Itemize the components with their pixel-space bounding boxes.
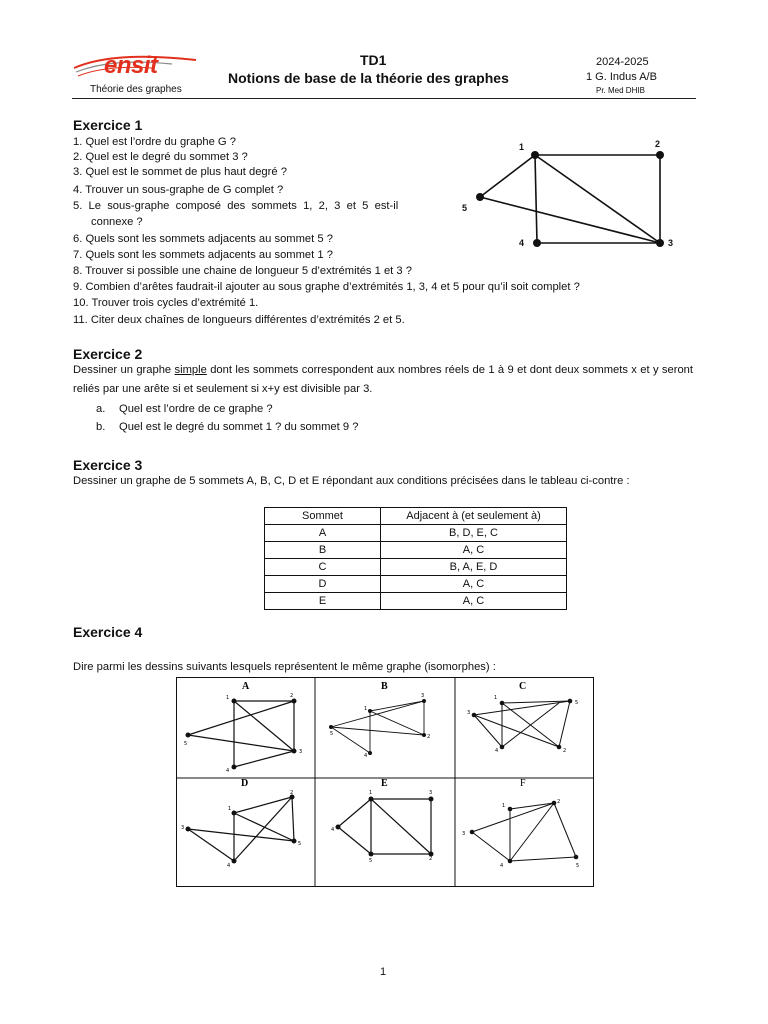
graph-g-vertex: [476, 193, 484, 201]
vertex-label: 5: [298, 841, 302, 847]
panel-letter: E: [381, 778, 388, 789]
vertex-label: 2: [563, 748, 567, 754]
table-cell: E: [265, 593, 381, 610]
course-name: Théorie des graphes: [90, 84, 182, 95]
vertex-label: 1: [519, 142, 525, 152]
ex1-question: 3. Quel est le sommet de plus haut degré ?: [73, 166, 287, 178]
table-row: [265, 559, 567, 576]
table-row: [265, 593, 567, 610]
ex1-question: 1. Quel est l’ordre du graphe G ?: [73, 136, 236, 148]
underlined-word: simple: [174, 364, 207, 376]
vertex-label: 3: [299, 749, 303, 755]
graph-g-vertex: [656, 151, 664, 159]
ex2-item: Quel est le degré du sommet 1 ? du sommet 9 ?: [119, 421, 359, 433]
panel-d: [181, 778, 301, 869]
panel-letter: D: [241, 778, 249, 789]
vertex-label: 1: [364, 706, 368, 712]
vertex-label: 2: [655, 139, 661, 149]
doc-title: TD1: [360, 52, 387, 68]
ex1-question: 5. Le sous-graphe composé des sommets 1, 2, 3 et 5 est-il: [73, 200, 399, 212]
isomorphism-figures: [176, 677, 594, 887]
vertex-label: 1: [228, 806, 232, 812]
table-header: Sommet: [265, 508, 381, 525]
adjacency-table: [264, 507, 567, 610]
vertex-label: 3: [181, 825, 185, 831]
vertex-label: 4: [519, 238, 525, 248]
panel-a: [184, 681, 302, 774]
exercise-3-title: Exercice 3: [73, 457, 143, 473]
table-header: Adjacent à (et seulement à): [381, 508, 567, 525]
vertex-label: 2: [290, 790, 294, 796]
academic-year: 2024-2025: [596, 56, 649, 68]
vertex-label: 3: [429, 790, 433, 796]
panel-c: [467, 681, 578, 754]
ex2-item-marker: b.: [96, 421, 106, 433]
table-header-row: [265, 508, 567, 525]
table-row: [265, 542, 567, 559]
vertex-label: 5: [369, 858, 373, 864]
vertex-label: 1: [226, 695, 230, 701]
graph-g-vertex: [531, 151, 539, 159]
ex1-question: 6. Quels sont les sommets adjacents au sommet 5 ?: [73, 233, 333, 245]
table-row: [265, 525, 567, 542]
vertex-label: 1: [502, 803, 506, 809]
panel-letter: C: [519, 681, 527, 692]
vertex-label: 2: [290, 693, 294, 699]
ex2-item-marker: a.: [96, 403, 106, 415]
panel-b: [329, 681, 430, 759]
ex2-item: Quel est l’ordre de ce graphe ?: [119, 403, 273, 415]
header-divider: [72, 98, 696, 99]
vertex-label: 4: [495, 748, 499, 754]
page-number: 1: [380, 966, 387, 978]
vertex-label: 2: [429, 856, 433, 862]
vertex-label: 5: [462, 203, 468, 213]
ex1-question: 9. Combien d’arêtes faudrait-il ajouter au sous graphe d’extrémités 1, 3, 4 et 5 pour qu’il soit complet ?: [73, 281, 580, 293]
vertex-label: 1: [369, 790, 373, 796]
ex1-question-continued: connexe ?: [91, 216, 143, 228]
ex1-question: 10. Trouver trois cycles d’extrémité 1.: [73, 297, 259, 309]
vertex-label: 2: [557, 799, 561, 805]
ex1-question: 7. Quels sont les sommets adjacents au sommet 1 ?: [73, 249, 333, 261]
panel-letter: A: [242, 681, 250, 692]
vertex-label: 5: [575, 700, 579, 706]
vertex-label: 3: [421, 693, 425, 699]
exercise-1-title: Exercice 1: [73, 117, 143, 133]
table-row: [265, 576, 567, 593]
vertex-label: 5: [184, 741, 188, 747]
panel-letter: F: [520, 778, 526, 789]
table-cell: B: [265, 542, 381, 559]
ex1-question: 4. Trouver un sous-graphe de G complet ?: [73, 184, 284, 196]
vertex-label: 4: [227, 863, 231, 869]
exercise-2-title: Exercice 2: [73, 346, 143, 362]
table-cell: A, C: [381, 593, 567, 610]
table-cell: A, C: [381, 576, 567, 593]
professor-name: Pr. Med DHIB: [596, 86, 645, 95]
table-cell: A: [265, 525, 381, 542]
vertex-label: 3: [467, 710, 471, 716]
vertex-label: 2: [427, 734, 431, 740]
vertex-label: 4: [500, 863, 504, 869]
graph-g-vertex: [656, 239, 664, 247]
ex4-paragraph: Dire parmi les dessins suivants lesquels représentent le même graphe (isomorphes) :: [73, 661, 496, 673]
vertex-label: 4: [331, 827, 335, 833]
graph-g-vertex: [533, 239, 541, 247]
vertex-label: 4: [226, 768, 230, 774]
ex1-question: 8. Trouver si possible une chaine de longueur 5 d’extrémités 1 et 3 ?: [73, 265, 412, 277]
vertex-label: 3: [668, 238, 674, 248]
vertex-label: 5: [576, 863, 580, 869]
table-cell: D: [265, 576, 381, 593]
class-name: 1 G. Indus A/B: [586, 71, 657, 83]
vertex-label: 4: [364, 753, 368, 759]
exercise-4-title: Exercice 4: [73, 624, 143, 640]
vertex-label: 5: [330, 731, 334, 737]
table-cell: B, D, E, C: [381, 525, 567, 542]
logo-text: ensit: [104, 52, 158, 79]
ex1-question: 2. Quel est le degré du sommet 3 ?: [73, 151, 248, 163]
vertex-label: 3: [462, 831, 466, 837]
ex2-paragraph: Dessiner un graphe simple dont les sommets correspondent aux nombres réels de 1 à 9 et dont deux sommets x et y seront reliés par une arête si et seulement si x+y est divisible par 3.: [73, 364, 693, 395]
ex1-question: 11. Citer deux chaînes de longueurs différentes d’extrémités 2 et 5.: [73, 314, 405, 326]
doc-subtitle: Notions de base de la théorie des graphes: [228, 70, 509, 86]
panel-e: [331, 778, 434, 864]
table-cell: A, C: [381, 542, 567, 559]
table-cell: C: [265, 559, 381, 576]
panel-f: [462, 778, 579, 869]
table-cell: B, A, E, D: [381, 559, 567, 576]
panel-letter: B: [381, 681, 388, 692]
graph-g-figure: [455, 135, 685, 260]
ex3-paragraph: Dessiner un graphe de 5 sommets A, B, C, D et E répondant aux conditions précisées dans le tableau ci-contre :: [73, 475, 630, 487]
vertex-label: 1: [494, 695, 498, 701]
